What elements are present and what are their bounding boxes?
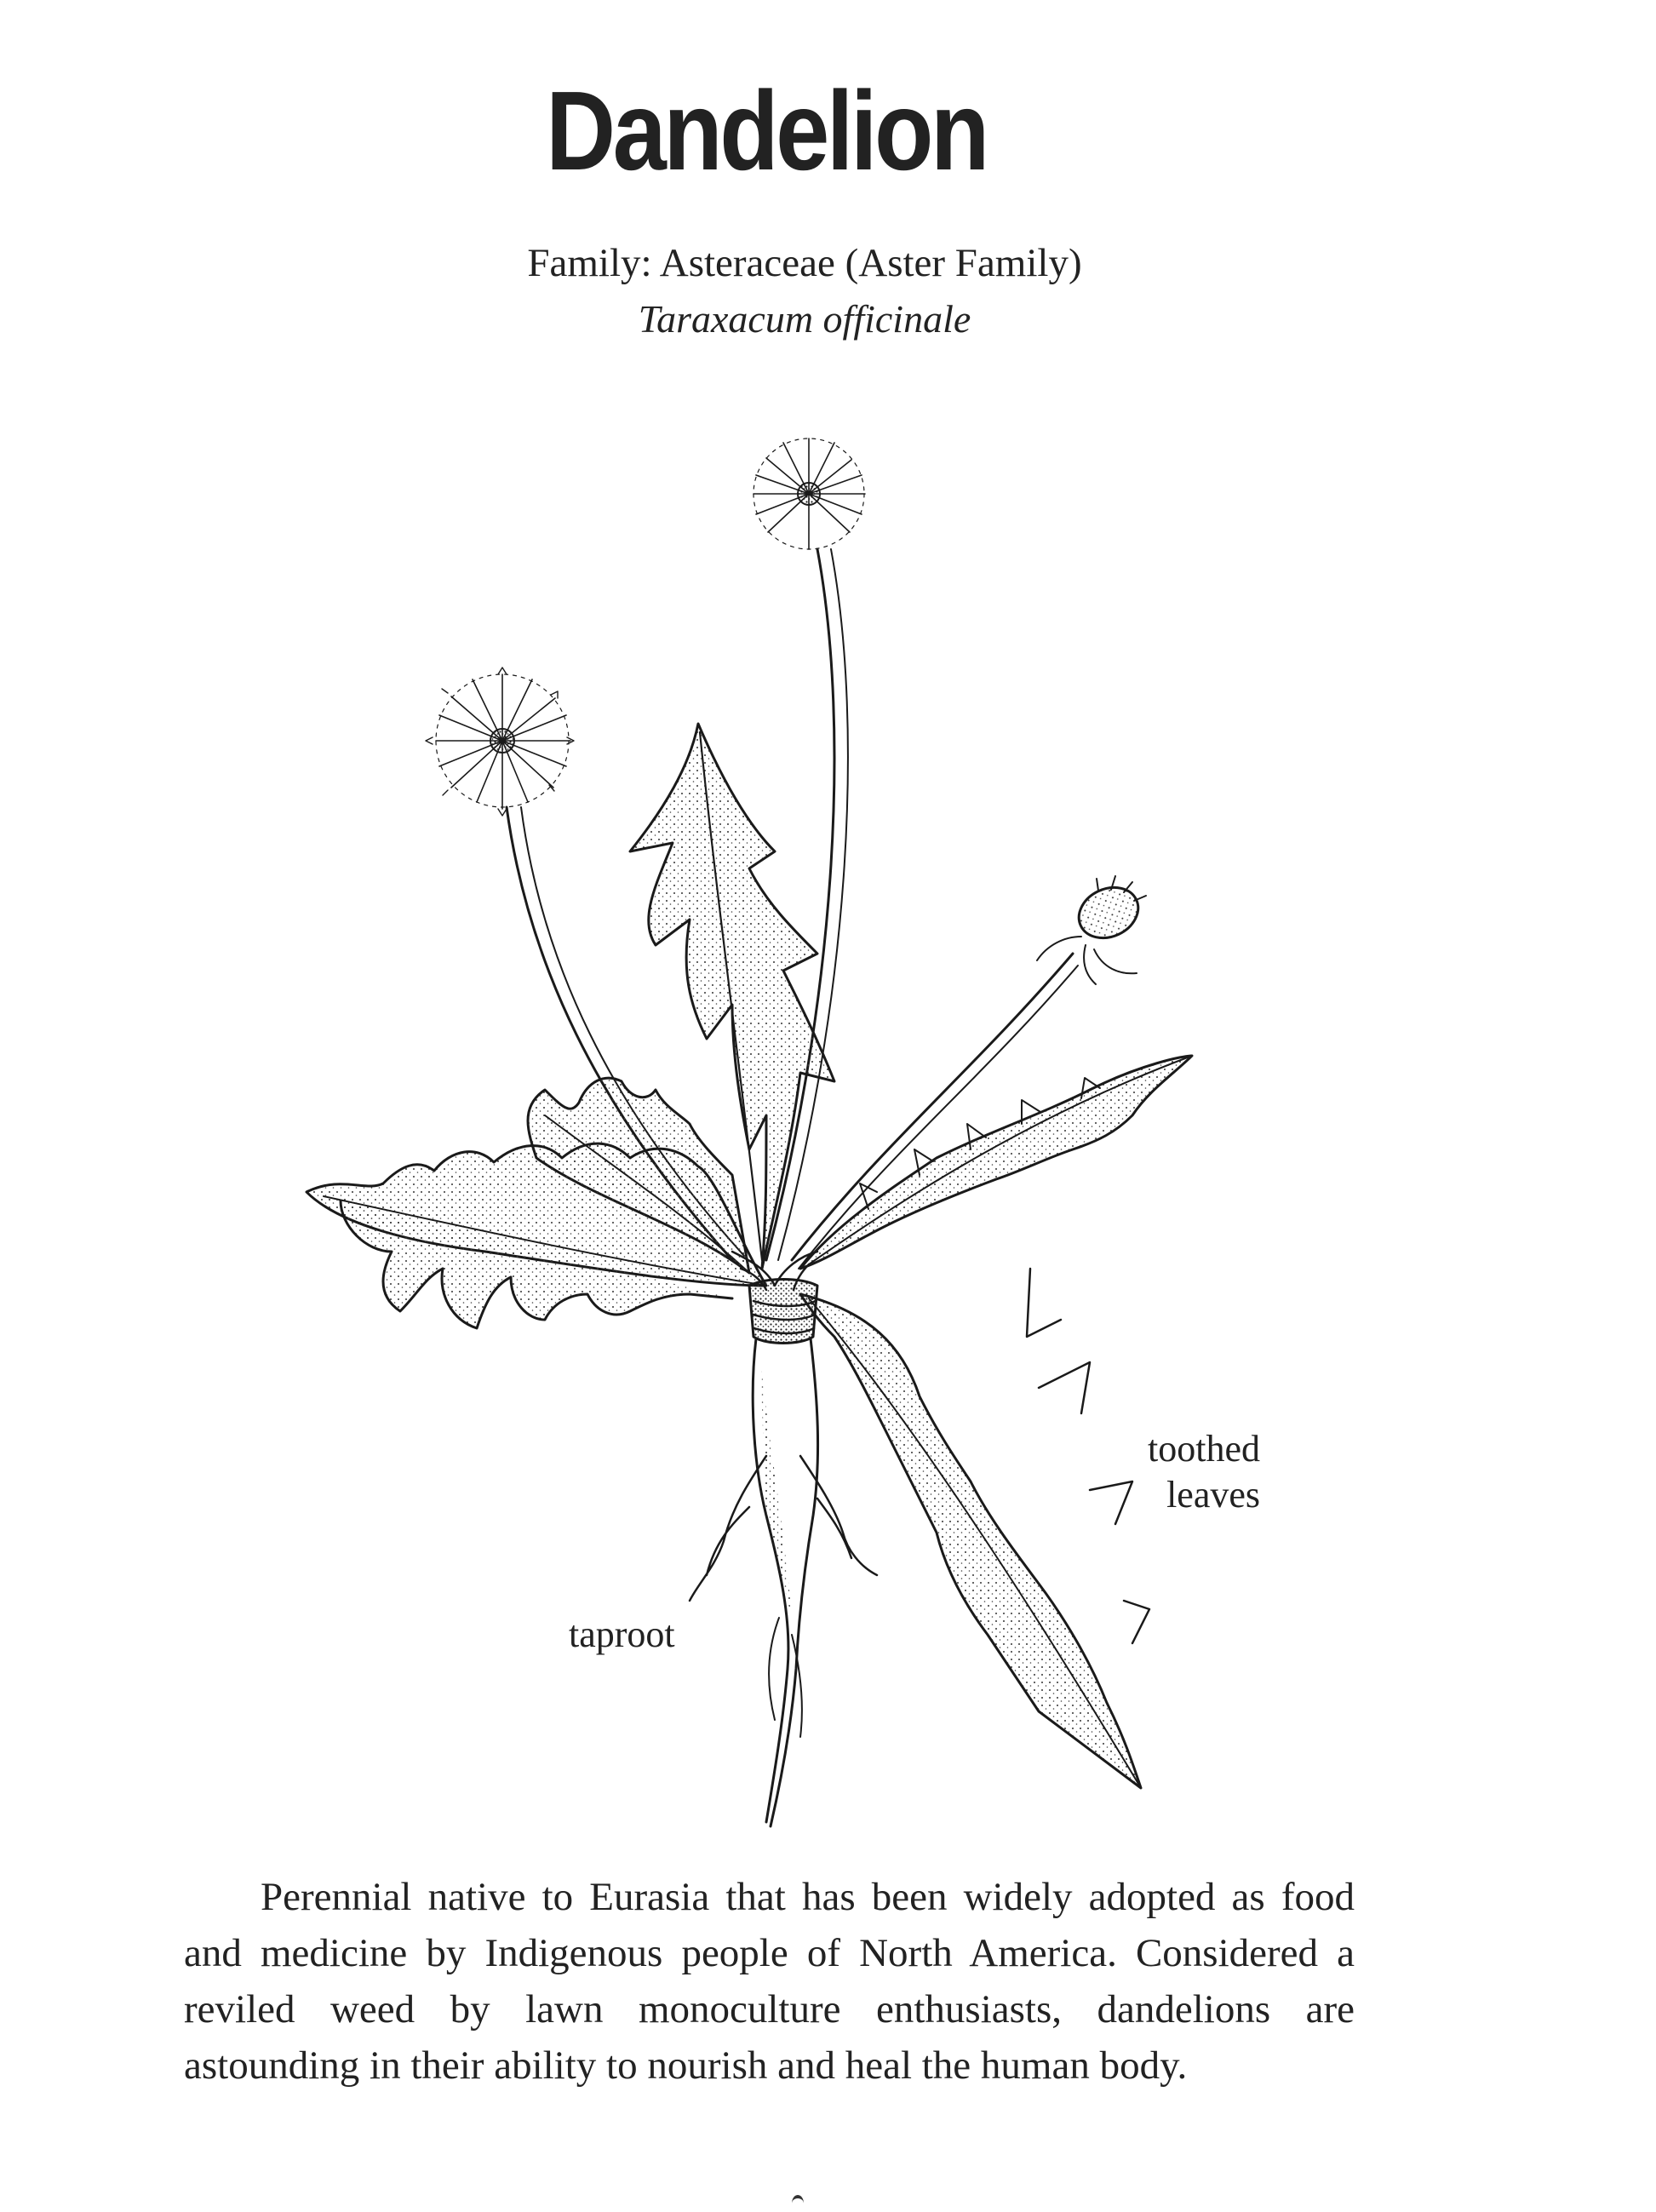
latin-name: Taraxacum officinale (638, 297, 971, 341)
leaf-right-upper-icon (800, 1056, 1192, 1269)
toothed-leaves-label (1115, 1426, 1260, 1518)
toothed-leaves-label-line1: toothed (1148, 1428, 1260, 1470)
flower-bud-icon (1037, 876, 1146, 984)
page-title: Dandelion (546, 68, 987, 193)
taproot-label: taproot (569, 1613, 675, 1655)
dandelion-plant-illustration (289, 409, 1226, 1839)
description-paragraph: Perennial native to Eurasia that has been widely adopted as food and medicine by Indigenous people of North America. Considered a reviled weed by lawn monoculture enthusiasts, dandelions are astounding in their ability to nourish and heal the human body. (184, 1875, 1355, 2088)
seed-head-top-icon (754, 438, 865, 549)
family-line: Family: Asteraceae (Aster Family) (527, 241, 1082, 285)
toothed-leaves-label-line2: leaves (1166, 1474, 1260, 1516)
page-number-fragment (792, 2195, 804, 2212)
seed-head-left-icon (426, 668, 574, 816)
